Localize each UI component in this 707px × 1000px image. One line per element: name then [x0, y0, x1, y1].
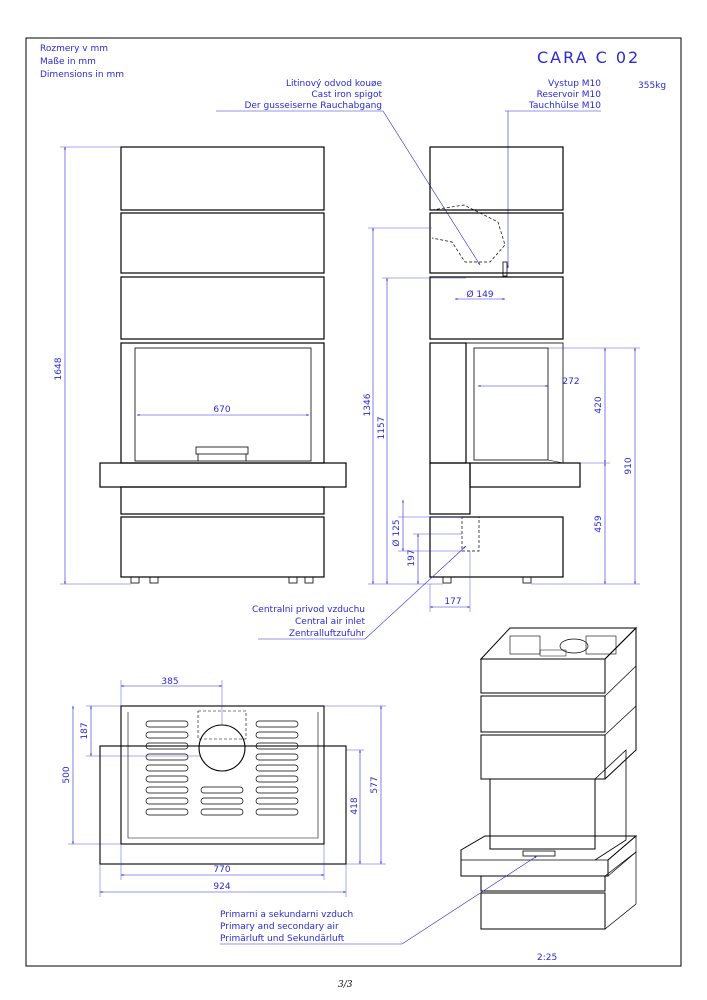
dim-1157: 1157: [377, 416, 387, 440]
dim-500: 500: [62, 766, 72, 784]
dim-420: 420: [594, 396, 604, 414]
dim-670: 670: [213, 405, 231, 415]
model-title: CARA C 02: [537, 48, 641, 67]
drawing-frame: [26, 38, 681, 966]
outlet-label-de: Tauchhülse M10: [528, 101, 601, 111]
spigot-label-de: Der gusseiserne Rauchabgang: [244, 101, 382, 111]
spigot-label-cz: Litinový odvod kouøe: [285, 79, 382, 89]
dim-1648: 1648: [54, 357, 64, 381]
prim-label-cz: Primarni a sekundarni vzduch: [220, 910, 354, 920]
units-label-de: Maße in mm: [40, 57, 96, 67]
dim-577: 577: [370, 776, 380, 794]
dim-770: 770: [213, 865, 231, 875]
outlet-label-en: Reservoir M10: [536, 90, 601, 100]
weight-label: 355kg: [638, 81, 667, 91]
outlet-label-cz: Vystup M10: [548, 79, 601, 89]
dim-1346: 1346: [363, 393, 373, 417]
dim-177: 177: [444, 597, 462, 607]
page-number: 3/3: [338, 980, 353, 990]
dim-197: 197: [407, 549, 417, 567]
scale-label: 2:25: [537, 953, 558, 963]
front-view: [100, 147, 346, 583]
dim-187: 187: [80, 722, 90, 740]
spigot-label-en: Cast iron spigot: [311, 90, 382, 100]
dim-125: Ø 125: [392, 519, 402, 547]
dim-418: 418: [350, 797, 360, 815]
top-view: [100, 706, 346, 864]
dim-272: 272: [562, 377, 580, 387]
air-label-de: Zentralluftzufuhr: [288, 629, 365, 639]
prim-label-de: Primärluft und Sekundärluft: [220, 934, 345, 944]
dim-385: 385: [161, 677, 179, 687]
dim-924: 924: [213, 882, 231, 892]
dim-149: Ø 149: [466, 290, 494, 300]
units-label-en: Dimensions in mm: [40, 70, 124, 80]
isometric-view: [461, 628, 636, 929]
dim-910: 910: [624, 457, 634, 475]
prim-label-en: Primary and secondary air: [220, 922, 339, 932]
air-label-cz: Centralni privod vzduchu: [252, 605, 365, 615]
units-label-cz: Rozmery v mm: [40, 44, 108, 54]
air-label-en: Central air inlet: [295, 617, 365, 627]
dim-459: 459: [594, 515, 604, 533]
side-view: [430, 147, 580, 583]
